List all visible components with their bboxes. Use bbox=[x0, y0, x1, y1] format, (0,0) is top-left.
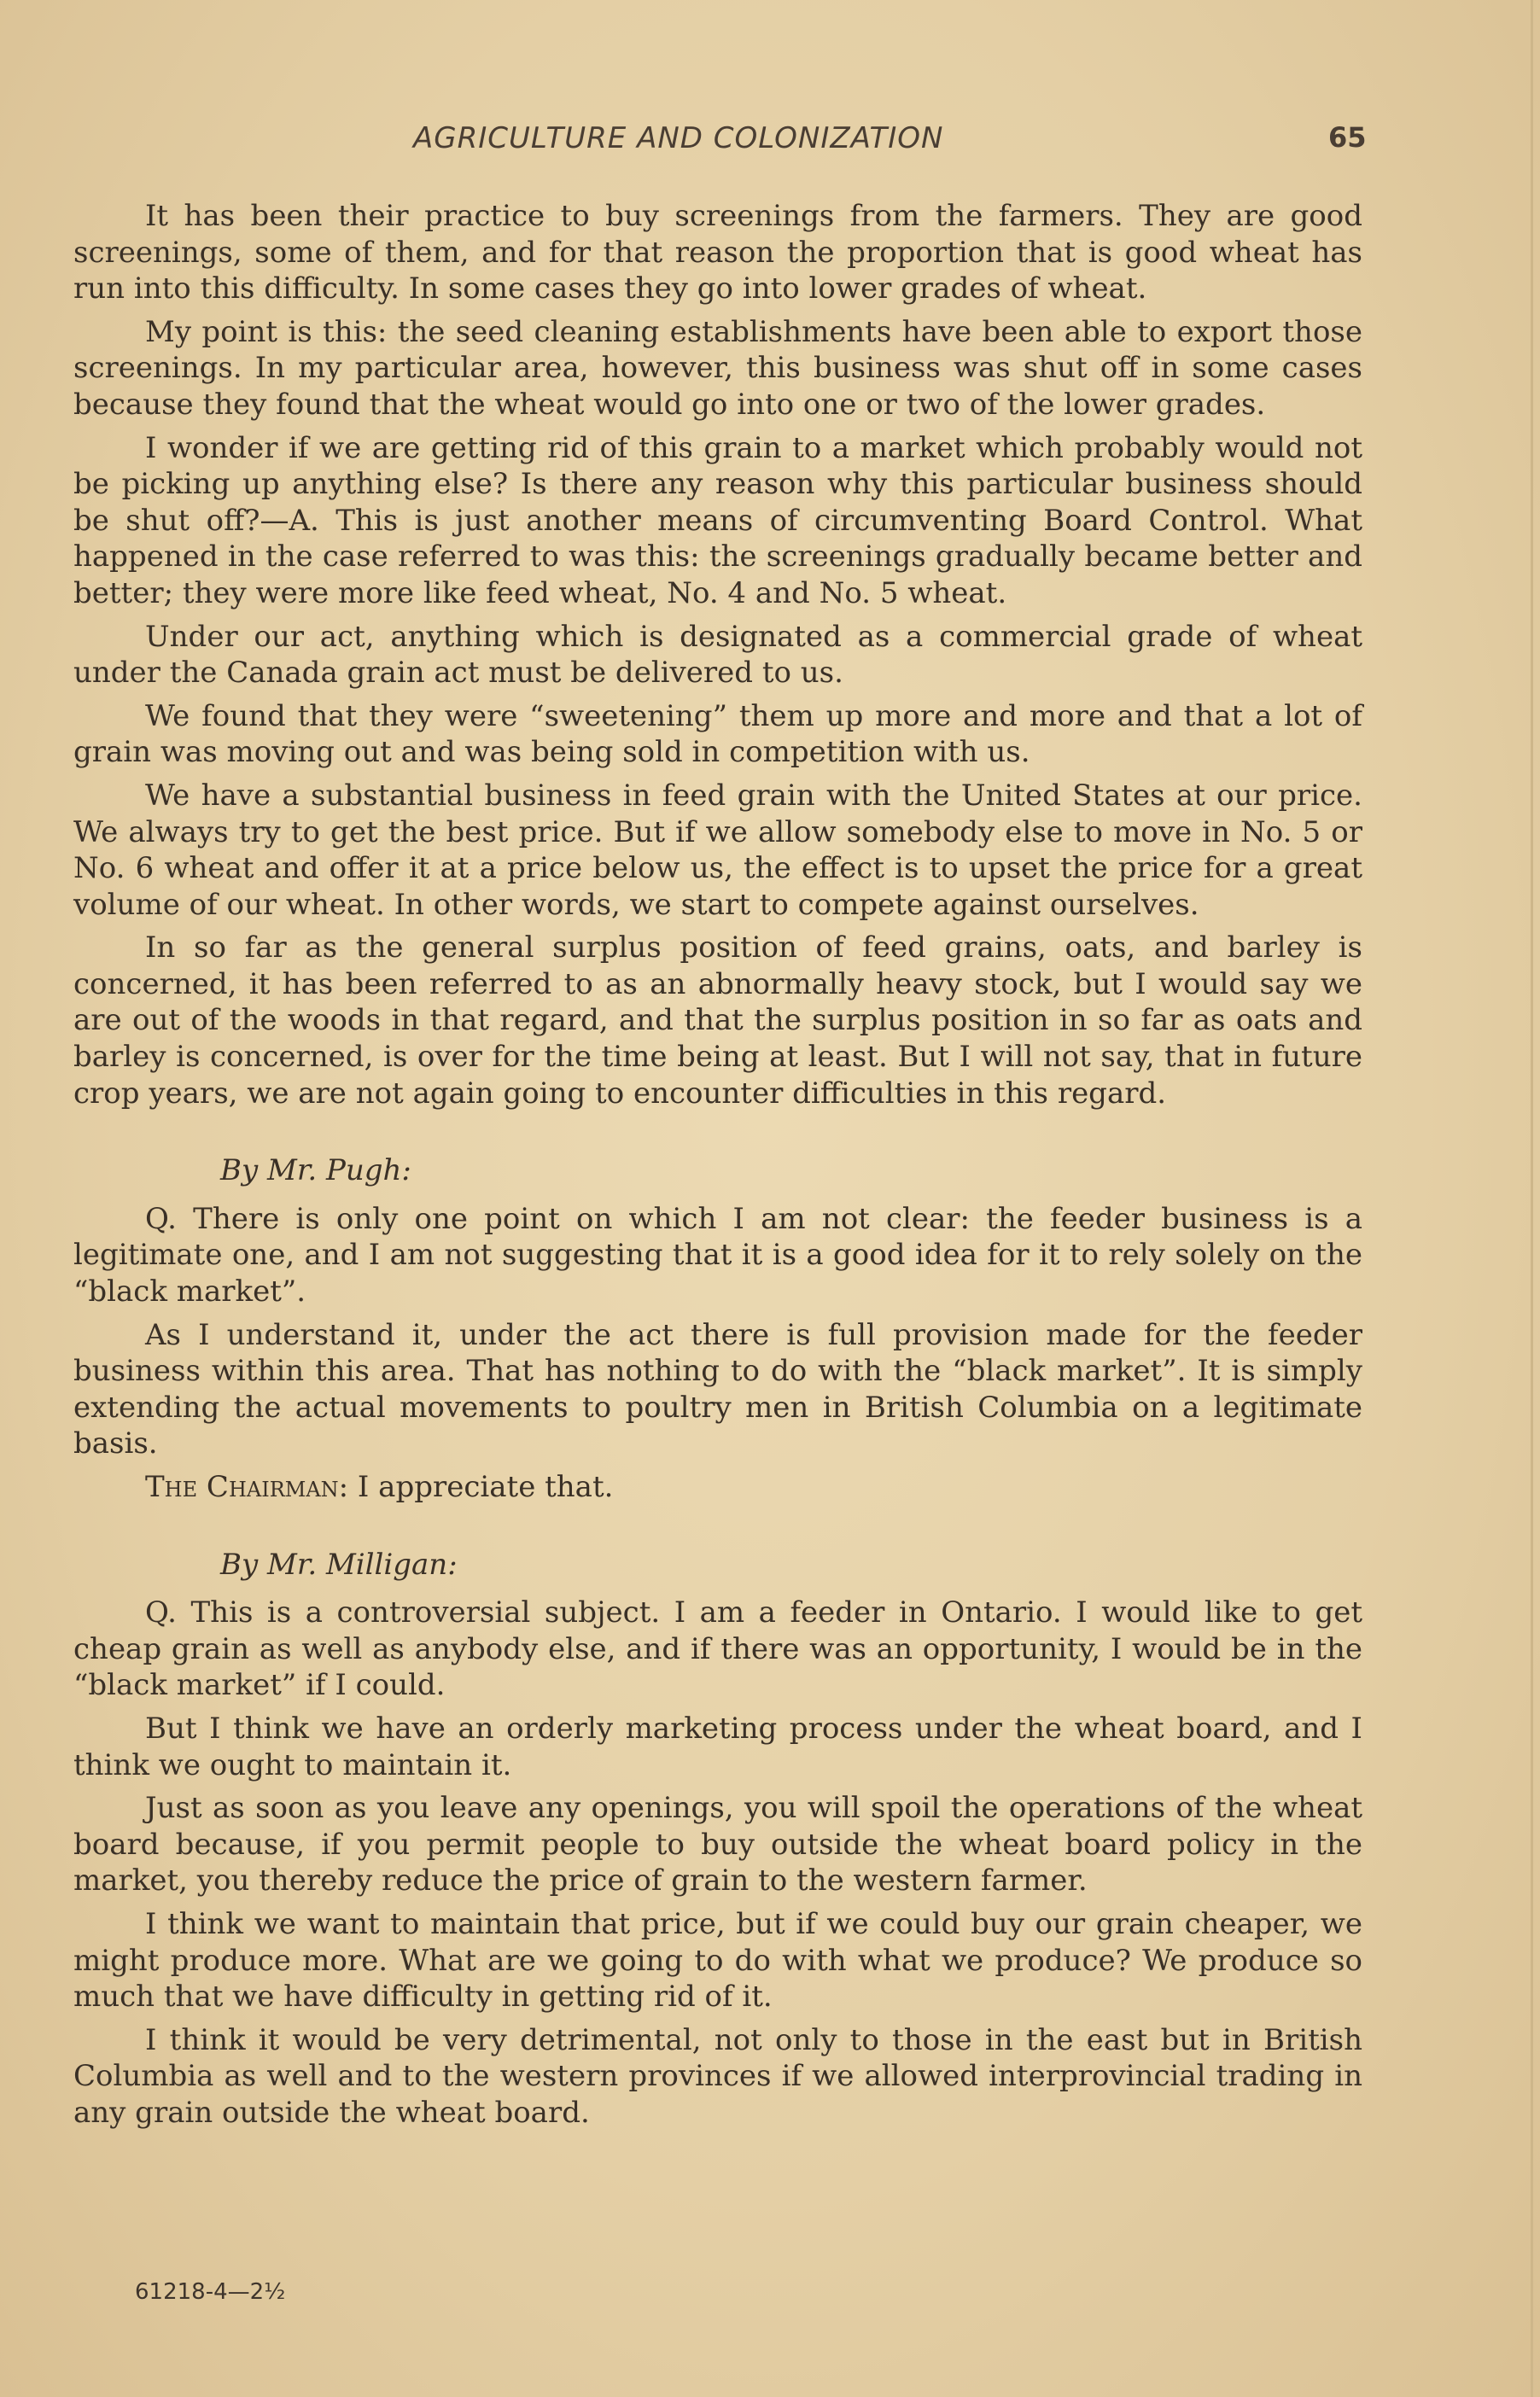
paragraph: We found that they were “sweetening” them up more and more and that a lot of grain was moving out and was being sold in competition with us. bbox=[73, 698, 1362, 770]
speaker-heading: By Mr. Milligan: bbox=[220, 1547, 458, 1582]
paragraph: I think we want to maintain that price, but if we could buy our grain cheaper, we might produce more. What are we going to do with what we produce? We produce so much that we have difficulty in getting rid of it. bbox=[73, 1906, 1362, 2015]
paragraph: It has been their practice to buy screenings from the farmers. They are good screenings, some of them, and for that reason the proportion that is good wheat has run into this difficulty. In some cases they go into lower grades of wheat. bbox=[73, 199, 1362, 306]
paragraph: As I understand it, under the act there is full provision made for the feeder business within this area. That has nothing to do with the “black market”. It is simply extending the actual movements to poultry men in British Columbia on a legitimate basis. bbox=[73, 1317, 1362, 1461]
paragraph: Just as soon as you leave any openings, you will spoil the operations of the wheat board because, if you permit people to buy outside the wheat board policy in the market, you thereby reduce the price of grain to the western farmer. bbox=[73, 1791, 1362, 1898]
paragraph: My point is this: the seed cleaning establishments have been able to export those screenings. In my particular area, however, this business was shut off in some cases because they found that the wheat would go into one or two of the lower grades. bbox=[73, 314, 1362, 422]
paragraph: But I think we have an orderly marketing process under the wheat board, and I think we ought to maintain it. bbox=[73, 1711, 1362, 1782]
speaker-heading: By Mr. Pugh: bbox=[220, 1153, 411, 1188]
paragraph: I wonder if we are getting rid of this grain to a market which probably would not be picking up anything else? Is there any reason why this particular business should be shut off?—A. This is just another means of circumventing Board Control. What happened in the case referred to was this: the screenings gradually became better and better; they were more like feed wheat, No. 4 and No. 5 wheat. bbox=[73, 430, 1362, 610]
paragraph bbox=[73, 1469, 1362, 1506]
paragraph: Under our act, anything which is designated as a commercial grade of wheat under the Canada grain act must be delivered to us. bbox=[73, 619, 1362, 691]
running-title: AGRICULTURE AND COLONIZATION bbox=[413, 121, 944, 155]
paragraph-text: : I appreciate that. bbox=[338, 1470, 614, 1504]
paragraph: We have a substantial business in feed grain with the United States at our price. We always try to get the best price. But if we allow somebody else to move in No. 5 or No. 6 wheat and offer it at a price below us, the effect is to upset the price for a great volume of our wheat. In other words, we start to compete against ourselves. bbox=[73, 778, 1362, 922]
body-text bbox=[73, 198, 1362, 2138]
paragraph: In so far as the general surplus position of feed grains, oats, and barley is concerned, it has been referred to as an abnormally heavy stock, but I would say we are out of the woods in that regard, and that the surplus position in so far as oats and barley is concerned, is over for the time being at least. But I will not say, that in future crop years, we are not again going to encounter difficulties in this regard. bbox=[73, 930, 1362, 1111]
page-number: 65 bbox=[1328, 121, 1367, 154]
paragraph: Q. There is only one point on which I am not clear: the feeder business is a legitimate one, and I am not suggesting that it is a good idea for it to rely solely on the “black market”. bbox=[73, 1201, 1362, 1309]
print-code: 61218-4—2½ bbox=[135, 2279, 286, 2305]
paragraph: I think it would be very detrimental, not only to those in the east but in British Columbia as well and to the western provinces if we allowed interprovincial trading in any grain outside the wheat board. bbox=[73, 2022, 1362, 2130]
page-edge bbox=[1531, 0, 1533, 2397]
paragraph: Q. This is a controversial subject. I am a feeder in Ontario. I would like to get cheap grain as well as anybody else, and if there was an opportunity, I would be in the “black market” if I could. bbox=[73, 1595, 1362, 1703]
speaker-name: The Chairman bbox=[145, 1470, 339, 1504]
